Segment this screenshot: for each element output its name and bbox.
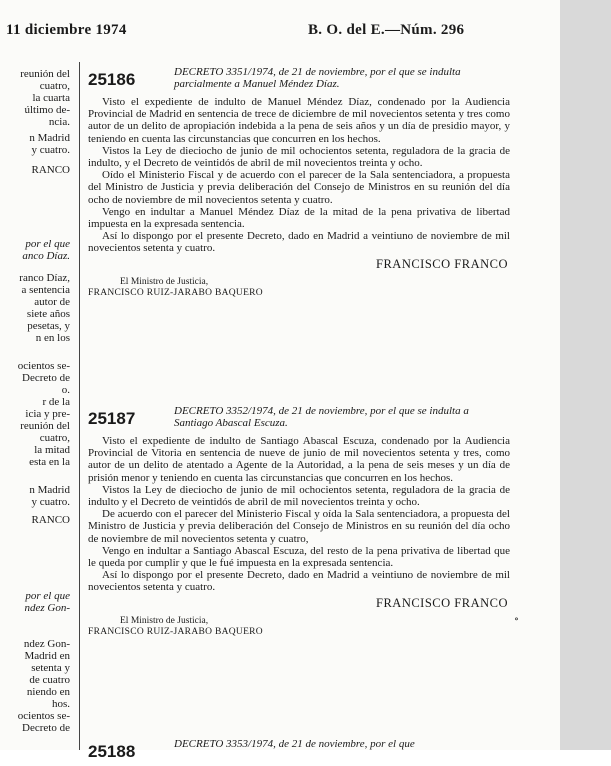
left-column-line: anco Díaz. [22, 250, 70, 262]
left-column-line: ranco Díaz, [19, 272, 70, 284]
signature: FRANCISCO FRANCO [376, 256, 508, 271]
minister-title: El Ministro de Justicia, [120, 615, 209, 626]
left-column-line: n Madrid [29, 484, 70, 496]
left-column-line: la mitad [34, 444, 70, 456]
entry-number: 25187 [88, 409, 136, 428]
entry-number: 25188 [88, 742, 136, 761]
left-column-line: n en los [35, 332, 70, 344]
left-column-line: setenta y [31, 662, 70, 674]
paragraph: Vistos la Ley de dieciocho de junio de mil ochocientos setenta, reguladora de la gracia de indulto, y el Decreto de veintidós de abril de mil novecientos treinta y ocho. [88, 144, 510, 170]
left-column-line: y cuatro. [31, 144, 70, 156]
left-column-line: a sentencia [21, 284, 70, 296]
minister-name: FRANCISCO RUIZ-JARABO BAQUERO [88, 287, 263, 298]
left-column-line: reunión del [20, 68, 70, 80]
left-column-line: Decreto de [22, 372, 70, 384]
entry-head [88, 738, 510, 766]
paragraph: Visto el expediente de indulto de Santiago Abascal Escuza, condenado por la Audiencia Provincial de Vitoria en sentencia de nueve de junio de mil novecientos setenta y tres, como autor de un delito de atentado a Agente de la Autoridad, a la pena de seis meses y un día de prisión menor y teniendo en cuenta las circunstancias que concurren en los hechos. [88, 435, 510, 484]
paragraph: Vengo en indultar a Santiago Abascal Escuza, del resto de la pena privativa de libertad que le queda por cumplir y que le fué impuesta en la expresada sentencia. [88, 544, 510, 570]
left-column-line: por el que [25, 590, 70, 602]
entry-head [88, 405, 510, 433]
paragraph: Oído el Ministerio Fiscal y de acuerdo con el parecer de la Sala sentenciadora, a propuesta del Ministro de Justicia y previa deliberación del Consejo de Ministros en su reunión del día ocho de noviembre de mil novecientos setenta y cuatro. [88, 169, 510, 206]
entry-25187 [88, 405, 510, 638]
left-column-line: ndez Gon- [23, 638, 70, 650]
decree-title: DECRETO 3351/1974, de 21 de noviembre, por el que se indulta parcialmente a Manuel Méndez Díaz. [174, 66, 461, 90]
scan-margin [560, 0, 611, 750]
left-column-line: cuatro, [39, 80, 70, 92]
entry-25188 [88, 738, 510, 766]
decree-title: DECRETO 3352/1974, de 21 de noviembre, por el que se indulta a Santiago Abascal Escuza. [174, 405, 469, 429]
left-column-line: la cuarta [32, 92, 70, 104]
left-column-line: pesetas, y [27, 320, 70, 332]
left-column-line: niendo en [26, 686, 70, 698]
minister-name: FRANCISCO RUIZ-JARABO BAQUERO [88, 626, 263, 637]
left-column-line: ocientos se- [17, 710, 70, 722]
left-column-line: y cuatro. [31, 496, 70, 508]
left-column-line: n Madrid [29, 132, 70, 144]
paragraph: Vengo en indultar a Manuel Méndez Díaz de la mitad de la pena privativa de libertad impuesta en la expresada sentencia. [88, 205, 510, 231]
left-column-line: de cuatro [29, 674, 70, 686]
left-column-line: o. [61, 384, 70, 396]
column-rule [79, 62, 80, 750]
left-column-line: Decreto de [22, 722, 70, 734]
left-column-line: r de la [42, 396, 70, 408]
minister-title: El Ministro de Justicia, [120, 276, 209, 287]
header-date: 11 diciembre 1974 [6, 22, 127, 38]
left-column-line: esta en la [29, 456, 70, 468]
left-column-line: cuatro, [39, 432, 70, 444]
header-publication: B. O. del E.—Núm. 296 [308, 22, 465, 38]
paragraph: De acuerdo con el parecer del Ministerio Fiscal y oída la Sala sentenciadora, a propuesta del Ministro de Justicia y previa deliberación del Consejo de Ministros en su reunión del día ocho de noviembre de mil novecientos setenta y cuatro, [88, 508, 510, 545]
left-column-line: por el que [25, 238, 70, 250]
decree-title: DECRETO 3353/1974, de 21 de noviembre, por el que [174, 738, 415, 750]
paragraph: Visto el expediente de indulto de Manuel Méndez Díaz, condenado por la Audiencia Provincial de Madrid en sentencia de trece de diciembre de mil novecientos setenta y tres como autor de un delito de apropiación indebida a la pena de seis años y un día de presidio mayor, y teniendo en cuenta las circunstancias que concurren en los hechos. [88, 96, 510, 145]
entry-number: 25186 [88, 70, 136, 89]
left-column-line: RANCO [31, 164, 70, 176]
paragraph: Vistos la Ley de dieciocho de junio de mil ochocientos setenta, reguladora de la gracia de indulto y el Decreto de veintidós de abril de mil novecientos treinta y ocho. [88, 483, 510, 509]
left-column-line: último de- [24, 104, 70, 116]
left-column-line: ocientos se- [17, 360, 70, 372]
left-column-line: ncia. [48, 116, 70, 128]
left-column-line: icia y pre- [25, 408, 70, 420]
entry-head [88, 66, 510, 94]
left-column-line: RANCO [31, 514, 70, 526]
left-column-line: autor de [34, 296, 70, 308]
left-column-line: hos. [51, 698, 70, 710]
signature: FRANCISCO FRANCO [376, 595, 508, 610]
entry-25186 [88, 66, 510, 299]
page-mark: ∘ [514, 614, 519, 625]
left-column-line: reunión del [20, 420, 70, 432]
left-column-fragment [0, 62, 74, 752]
paragraph: Así lo dispongo por el presente Decreto, dado en Madrid a veintiuno de noviembre de mil novecientos setenta y cuatro. [88, 569, 510, 594]
left-column-line: Madrid en [24, 650, 70, 662]
left-column-line: siete años [26, 308, 70, 320]
left-column-line: ndez Gon- [24, 602, 70, 614]
paragraph: Así lo dispongo por el presente Decreto, dado en Madrid a veintiuno de noviembre de mil novecientos setenta y cuatro. [88, 230, 510, 255]
